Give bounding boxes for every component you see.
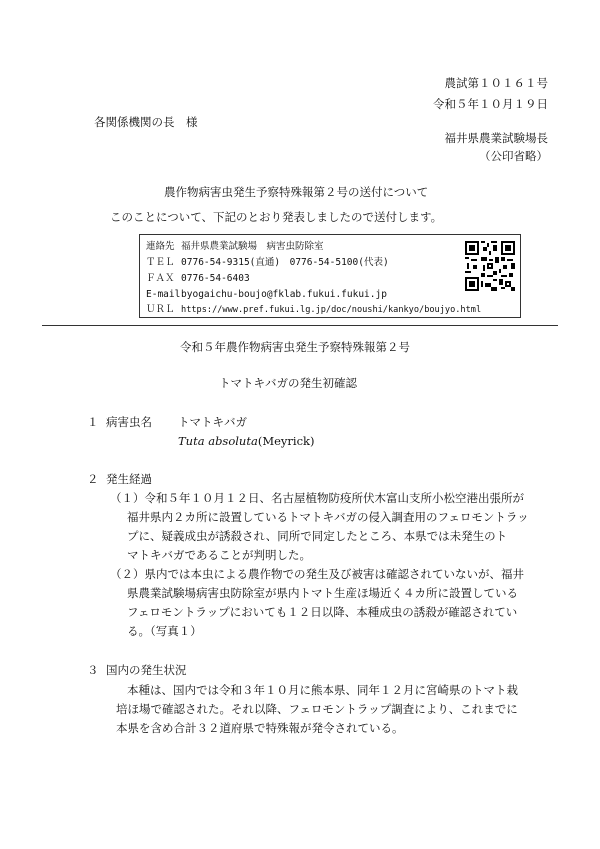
- section-2-item-2-line-3: フェロモントラップにおいても１２日以降、本種成虫の誘殺が確認されてい: [127, 605, 518, 619]
- contact-tel-row: [146, 257, 389, 268]
- section-2-item-1-line-3: プに、疑義成虫が誘殺され、同所で同定したところ、本県では未発生のト: [127, 529, 508, 543]
- section-3-line-3: 本県を含め合計３２道府県で特殊報が発令されている。: [116, 721, 404, 735]
- section-2-item-1-line-1: （１）令和５年１０月１２日、名古屋植物防疫所伏木富山支所小松空港出張所が: [110, 491, 524, 505]
- tel-label: ＴＥＬ: [146, 257, 175, 268]
- section-3-line-2: 培ほ場で確認された。それ以降、フェロモントラップ調査により、これまでに: [116, 702, 518, 716]
- report-title: 令和５年農作物病害虫発生予察特殊報第２号: [180, 340, 410, 354]
- fax-label: ＦＡＸ: [146, 273, 175, 284]
- section-2-number: ２: [87, 472, 99, 486]
- email-value[interactable]: byogaichu-boujo@fklab.fukui.fukui.jp: [181, 289, 387, 300]
- url-link[interactable]: https://www.pref.fukui.lg.jp/doc/noushi/kankyo/boujyo.html: [181, 305, 482, 315]
- contact-org-row: [146, 241, 324, 252]
- qr-code-icon[interactable]: [465, 241, 515, 291]
- contact-label: 連絡先: [146, 241, 175, 252]
- section-1-number: １: [87, 415, 99, 429]
- section-2-item-2-line-4: る。（写真１）: [127, 624, 202, 638]
- contact-fax-row: [146, 273, 250, 284]
- contact-org: 福井県農業試験場 病害虫防除室: [181, 241, 324, 252]
- section-2-heading: 発生経過: [106, 472, 152, 486]
- section-2-item-2-line-1: （２）県内では本虫による農作物での発生及び被害は確認されていないが、福井: [110, 567, 524, 581]
- document-date: 令和５年１０月１９日: [433, 97, 548, 111]
- pest-name: トマトキバガ: [178, 415, 247, 429]
- contact-url-row: [146, 304, 481, 315]
- section-3-number: ３: [87, 663, 99, 677]
- section-1-label: 病害虫名: [106, 415, 152, 429]
- scientific-name-author: (Meyrick): [257, 434, 315, 448]
- intro-text: このことについて、下記のとおり発表しましたので送付します。: [110, 210, 443, 224]
- seal-note: （公印省略）: [479, 149, 548, 163]
- document-number: 農試第１０１６１号: [444, 76, 548, 90]
- url-label: ＵＲＬ: [146, 304, 175, 315]
- report-subtitle: トマトキバガの発生初確認: [219, 376, 357, 390]
- scientific-name-italic: Tuta absoluta: [178, 434, 258, 448]
- section-2-item-2-line-2: 県農業試験場病害虫防除室が県内トマト生産ほ場近く４カ所に設置している: [127, 586, 518, 600]
- section-3-line-1: 本種は、国内では令和３年１０月に熊本県、同年１２月に宮崎県のトマト栽: [127, 683, 518, 697]
- fax-value: 0776-54-6403: [181, 273, 250, 284]
- contact-email-row: [146, 289, 387, 300]
- email-label: E-mail: [146, 289, 181, 300]
- addressee: 各関係機関の長 様: [94, 115, 198, 129]
- section-3-heading: 国内の発生状況: [106, 663, 187, 677]
- section-2-item-1-line-4: マトキバガであることが判明した。: [127, 548, 311, 562]
- sender: 福井県農業試験場長: [444, 131, 548, 145]
- section-2-item-1-line-2: 福井県内２カ所に設置しているトマトキバガの侵入調査用のフェロモントラッ: [127, 510, 529, 524]
- tel-value: 0776-54-9315(直通) 0776-54-5100(代表): [181, 257, 389, 268]
- scientific-name: [178, 435, 314, 449]
- subject-line: 農作物病害虫発生予察特殊報第２号の送付について: [164, 185, 429, 199]
- contact-box: [139, 234, 521, 318]
- horizontal-divider: [42, 325, 558, 326]
